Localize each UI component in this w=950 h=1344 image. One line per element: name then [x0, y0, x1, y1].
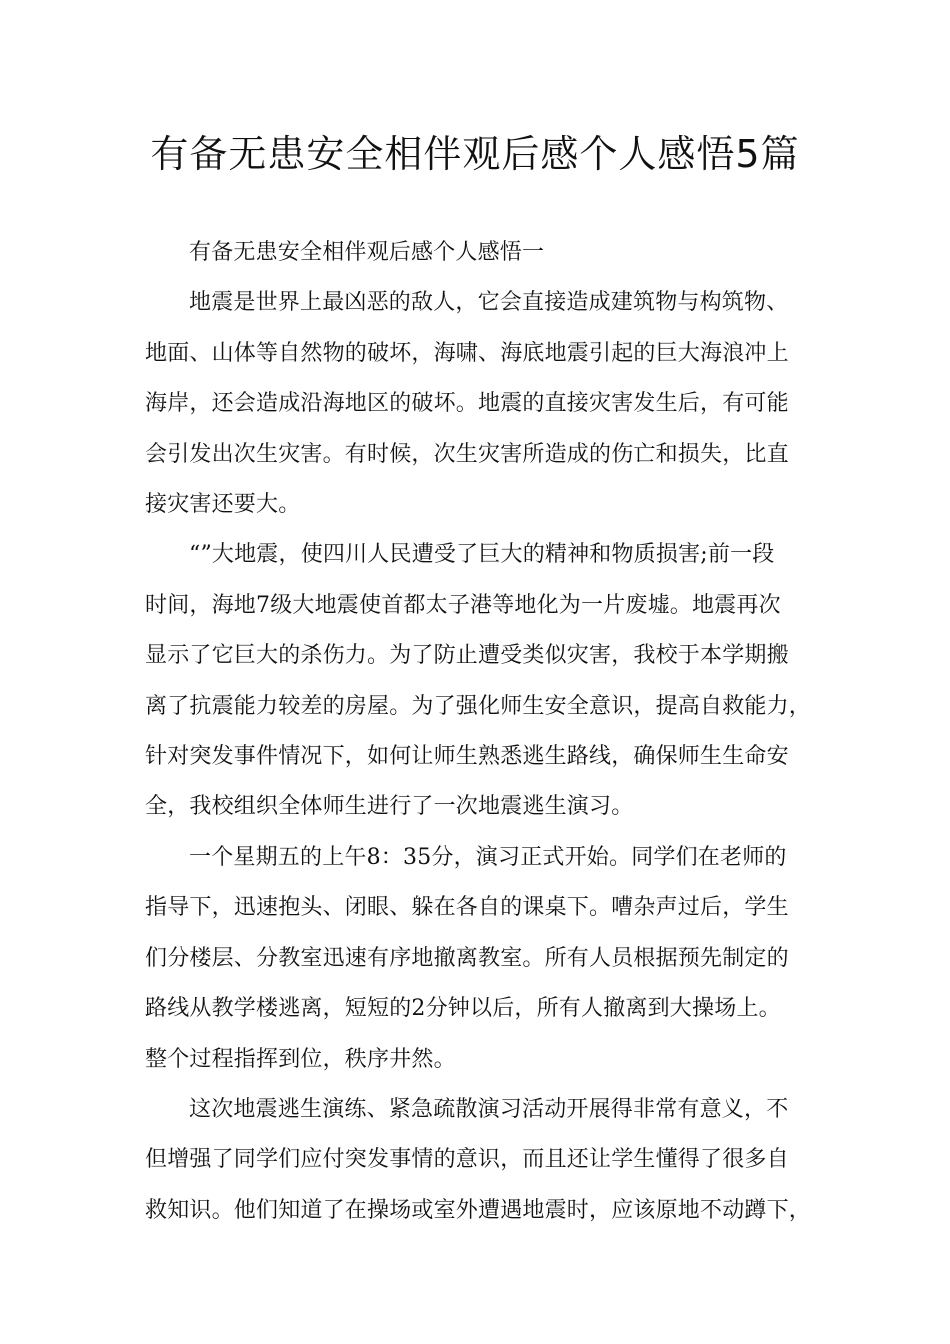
paragraph-line: 地面、山体等自然物的破坏，海啸、海底地震引起的巨大海浪冲上 [145, 340, 789, 366]
paragraph-line: 指导下，迅速抱头、闭眼、躲在各自的课桌下。嘈杂声过后，学生 [145, 895, 789, 921]
document-title: 有备无患安全相伴观后感个人感悟5篇 [150, 132, 800, 176]
paragraph-4 [145, 1085, 825, 1236]
paragraph-line: 接灾害还要大。 [145, 492, 301, 518]
paragraph-line: 全，我校组织全体师生进行了一次地震逃生演习。 [145, 794, 634, 820]
paragraph-line: 但增强了同学们应付突发事情的意识，而且还让学生懂得了很多自 [145, 1147, 789, 1173]
document-body [145, 228, 825, 1236]
paragraph-line: 这次地震逃生演练、紧急疏散演习活动开展得非常有意义，不 [189, 1096, 789, 1122]
paragraph-line: 离了抗震能力较差的房屋。为了强化师生安全意识，提高自救能力， [145, 693, 812, 719]
section-heading [145, 228, 825, 278]
paragraph-line: “”大地震，使四川人民遭受了巨大的精神和物质损害;前一段 [189, 542, 775, 568]
paragraph-1 [145, 278, 825, 530]
paragraph-2 [145, 530, 825, 832]
paragraph-line: 显示了它巨大的杀伤力。为了防止遭受类似灾害，我校于本学期搬 [145, 643, 789, 669]
paragraph-3 [145, 833, 825, 1085]
paragraph-line: 针对突发事件情况下，如何让师生熟悉逃生路线，确保师生生命安 [145, 744, 789, 770]
paragraph-line: 一个星期五的上午8：35分，演习正式开始。同学们在老师的 [189, 844, 787, 870]
paragraph-line: 海岸，还会造成沿海地区的破坏。地震的直接灾害发生后，有可能 [145, 391, 789, 417]
paragraph-line: 救知识。他们知道了在操场或室外遭遇地震时，应该原地不动蹲下， [145, 1197, 812, 1223]
section-heading-text: 有备无患安全相伴观后感个人感悟一 [189, 240, 545, 265]
paragraph-line: 路线从教学楼逃离，短短的2分钟以后，所有人撤离到大操场上。 [145, 996, 781, 1022]
paragraph-line: 们分楼层、分教室迅速有序地撤离教室。所有人员根据预先制定的 [145, 945, 789, 971]
paragraph-line: 地震是世界上最凶恶的敌人，它会直接造成建筑物与构筑物、 [189, 290, 789, 316]
paragraph-line: 整个过程指挥到位，秩序井然。 [145, 1046, 456, 1072]
paragraph-line: 会引发出次生灾害。有时候，次生灾害所造成的伤亡和损失，比直 [145, 441, 789, 467]
paragraph-line: 时间，海地7级大地震使首都太子港等地化为一片废墟。地震再次 [145, 592, 781, 618]
